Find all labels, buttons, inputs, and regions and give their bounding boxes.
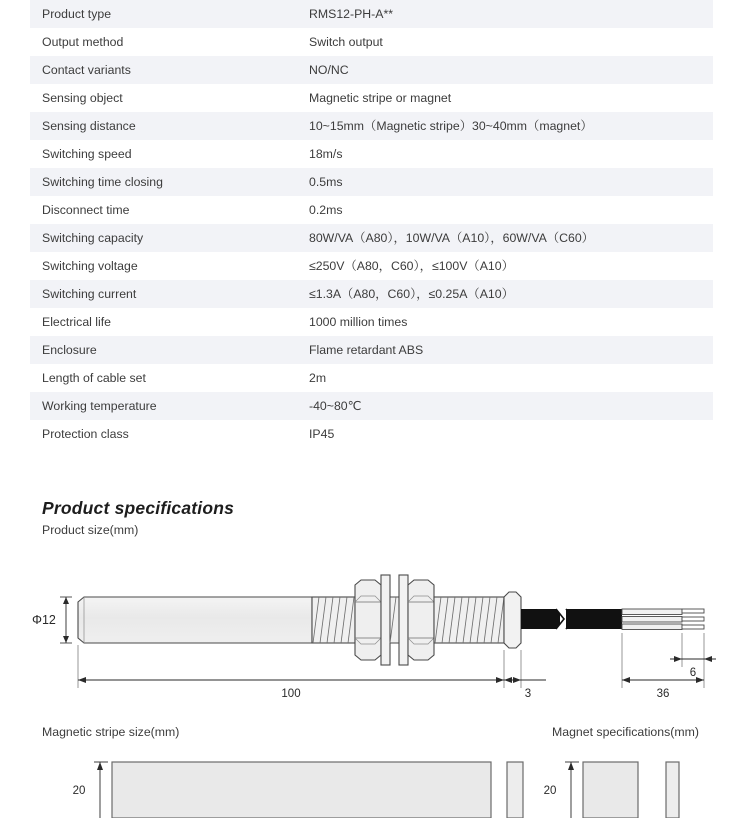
spec-value: 2m — [309, 371, 327, 385]
spec-value: NO/NC — [309, 63, 349, 77]
diameter-dimension — [32, 597, 72, 643]
spec-value: 1000 million times — [309, 315, 408, 329]
stripe-height-dimension — [73, 762, 108, 818]
stripe-side-view — [507, 762, 523, 818]
spec-key: Protection class — [42, 427, 129, 441]
dimension-36 — [622, 677, 704, 700]
cable — [521, 609, 622, 629]
spec-key: Contact variants — [42, 63, 131, 77]
thread-section-right — [434, 597, 504, 643]
spec-key: Switching current — [42, 287, 137, 301]
stripe-front-view — [112, 762, 491, 818]
spec-key: Switching voltage — [42, 259, 138, 273]
dimension-6-label: 6 — [689, 667, 697, 679]
spec-value: Magnetic stripe or magnet — [309, 91, 452, 105]
table-row — [30, 56, 713, 84]
spec-key: Electrical life — [42, 315, 112, 329]
spec-value: IP45 — [309, 427, 335, 441]
spec-value: 18m/s — [309, 147, 343, 161]
spec-key: Length of cable set — [42, 371, 146, 385]
magnet-side-view — [666, 762, 679, 818]
spec-key: Disconnect time — [42, 203, 130, 217]
spec-key: Switching time closing — [42, 175, 163, 189]
product-size-label: Product size(mm) — [42, 523, 139, 537]
table-row — [30, 308, 713, 336]
hex-nut-1 — [355, 580, 381, 660]
spec-value: 0.5ms — [309, 175, 343, 189]
spec-value: ≤250V（A80，C60），≤100V（A10） — [309, 259, 514, 273]
spec-key: Switching capacity — [42, 231, 144, 245]
table-row — [30, 0, 713, 28]
washer-1 — [381, 575, 390, 665]
spec-value: RMS12-PH-A** — [309, 7, 394, 21]
table-row — [30, 112, 713, 140]
table-row — [30, 168, 713, 196]
specification-table-body — [30, 0, 713, 448]
spec-key: Working temperature — [42, 399, 157, 413]
spec-key: Product type — [42, 7, 112, 21]
specification-table — [30, 0, 713, 448]
washer-2 — [399, 575, 408, 665]
spec-key: Sensing object — [42, 91, 123, 105]
table-row — [30, 364, 713, 392]
table-row — [30, 196, 713, 224]
magnet-height-label: 20 — [543, 785, 557, 797]
spec-value: -40~80℃ — [309, 399, 362, 413]
diameter-label: Φ12 — [32, 613, 56, 627]
spec-value: 10~15mm（Magnetic stripe）30~40mm（magnet） — [309, 119, 593, 133]
hex-nut-2 — [408, 580, 434, 660]
spec-value: Switch output — [309, 35, 383, 49]
dimension-100 — [78, 677, 504, 700]
dimension-100-label: 100 — [281, 688, 301, 700]
thread-section-mid — [390, 597, 399, 643]
table-row — [30, 28, 713, 56]
magnetic-stripe-size-label: Magnetic stripe size(mm) — [42, 725, 180, 739]
dimension-6 — [670, 656, 716, 679]
table-row — [30, 224, 713, 252]
table-row — [30, 420, 713, 448]
magnet-specifications-label: Magnet specifications(mm) — [552, 725, 699, 739]
table-row — [30, 280, 713, 308]
table-row — [30, 84, 713, 112]
table-row — [30, 392, 713, 420]
thread-section-left — [312, 597, 355, 643]
stripe-height-label: 20 — [72, 785, 86, 797]
magnet-front-view — [583, 762, 638, 818]
spec-key: Enclosure — [42, 343, 97, 357]
product-specifications-heading: Product specifications — [42, 498, 235, 518]
cable-conductors — [622, 609, 704, 630]
magnet-height-dimension — [544, 762, 579, 818]
table-row — [30, 140, 713, 168]
dimension-36-label: 36 — [656, 688, 670, 700]
spec-value: ≤1.3A（A80，C60），≤0.25A（A10） — [309, 287, 514, 301]
spec-key: Sensing distance — [42, 119, 136, 133]
dimension-3-label: 3 — [524, 688, 532, 700]
spec-key: Switching speed — [42, 147, 132, 161]
spec-value: Flame retardant ABS — [309, 343, 424, 357]
sensor-barrel — [78, 597, 312, 643]
table-row — [30, 336, 713, 364]
spec-value: 0.2ms — [309, 203, 343, 217]
spec-value: 80W/VA（A80），10W/VA（A10），60W/VA（C60） — [309, 231, 594, 245]
table-row — [30, 252, 713, 280]
spec-key: Output method — [42, 35, 124, 49]
cable-end-cap — [504, 592, 521, 648]
